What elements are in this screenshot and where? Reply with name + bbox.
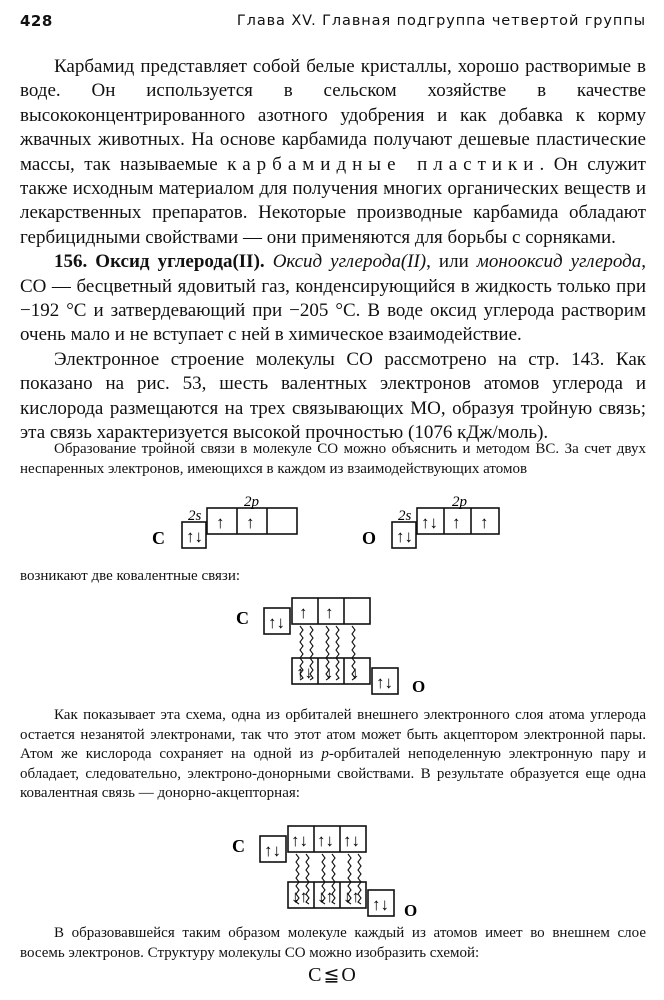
svg-text:↑: ↑ <box>325 603 334 622</box>
formula-carbon: C <box>308 964 322 986</box>
svg-text:↓↑: ↓↑ <box>291 887 308 906</box>
carbon-2p2-electron: ↑ <box>246 513 255 532</box>
oxygen-label: O <box>412 677 426 696</box>
svg-text:↑↓: ↑↓ <box>268 613 285 632</box>
carbon-2s-electrons: ↑↓ <box>186 527 203 546</box>
svg-text:↑↓: ↑↓ <box>296 663 313 682</box>
paragraph-carbamide: Карбамид представляет собой белые кристаллы, хорошо растворимые в воде. Он используется в сельском хозяйстве в качестве высококонцентрированного азотного удобрения и как добавка к корму жвачных животных. На основе карбамида получают дешевые пластические массы, так называемые карбамидные пластики. Он служит также исходным материалом для получения многих органических веществ и лекарственных препаратов. Некоторые производные карбамида обладают гербицидными свойствами — они применяются для борьбы с сорняками. <box>20 56 646 248</box>
paragraph-carbon-monoxide: 156. Оксид углерода(II). Оксид углерода(II), или монооксид углерода, CO — бесцветный ядовитый газ, конденсирующийся в жидкость только при −192 °C и затвердевающий при −205 °C. В воде оксид углерода растворим очень мало и не вступает с ней в химическое взаимодействие. <box>20 251 646 346</box>
oxygen-2p3-electron: ↑ <box>480 513 489 532</box>
oxygen-2s-electrons: ↑↓ <box>396 527 413 546</box>
oxygen-2p1-electrons: ↑↓ <box>421 513 438 532</box>
svg-text:↑↓: ↑↓ <box>376 673 393 692</box>
carbon-label: C <box>232 836 245 856</box>
formula-oxygen: O <box>341 964 356 986</box>
orbital-diagram-atoms <box>0 492 664 562</box>
svg-text:↑: ↑ <box>299 603 308 622</box>
co-structure-formula <box>0 964 664 987</box>
carbon-label: C <box>152 528 165 548</box>
svg-text:↑↓: ↑↓ <box>343 831 360 850</box>
small-text-octet: В образовавшейся таким образом молекуле каждый из атомов имеет во внешнем слое восемь электронов. Структуру молекулы CO можно изобразить схемой: <box>20 925 646 961</box>
spaced-term: карбамидные пластики <box>227 153 540 175</box>
running-header <box>20 12 646 36</box>
oxygen-2s-label: 2s <box>398 508 412 524</box>
oxygen-2p-label: 2p <box>452 494 467 510</box>
formula-bond: ≦ <box>323 964 340 986</box>
small-text-vb-method: Образование тройной связи в молекуле CO можно объяснить и методом ВС. За счет двух неспаренных электронов, имеющихся в каждом из взаимодействующих атомов <box>20 441 646 477</box>
small-text-donor-acceptor: Как показывает эта схема, одна из орбиталей внешнего электронного слоя атома углерода остается незанятой электронами, так что этот атом может быть акцептором электронной пары. Атом же кислорода сохраняет на одной из p-орбиталей неподеленную электронную пару и обладает, следовательно, электроно-донорными свойствами. В результате образуется еще одна ковалентная связь — донорно-акцепторная: <box>20 707 647 802</box>
svg-text:↓: ↓ <box>325 663 334 682</box>
carbon-label: C <box>236 608 249 628</box>
svg-text:↓: ↓ <box>351 663 360 682</box>
main-text <box>20 55 646 446</box>
svg-text:↓↑: ↓↑ <box>317 887 334 906</box>
oxygen-label: O <box>404 901 418 920</box>
paragraph-electronic-structure: Электронное строение молекулы CO рассмотрено на стр. 143. Как показано на рис. 53, шесть валентных электронов атомов углерода и кислорода размещаются на трех связывающих МО, образуя тройную связь; эта связь характеризуется высокой прочностью (1076 кДж/моль). <box>20 348 646 444</box>
carbon-2p1-electron: ↑ <box>216 513 225 532</box>
oxygen-label: O <box>362 528 377 548</box>
carbon-2p-label: 2p <box>244 494 259 510</box>
svg-text:↑↓: ↑↓ <box>291 831 308 850</box>
svg-text:↑↓: ↑↓ <box>372 895 389 914</box>
carbon-2s-label: 2s <box>188 508 202 524</box>
small-text-covalent: возникают две ковалентные связи: <box>20 568 241 584</box>
svg-text:↑↓: ↑↓ <box>317 831 334 850</box>
svg-text:↑↓: ↑↓ <box>264 841 281 860</box>
oxygen-2p2-electron: ↑ <box>452 513 461 532</box>
orbital-diagram-triple-bond <box>0 824 664 920</box>
chapter-title: Глава XV. Главная подгруппа четвертой группы <box>236 13 646 29</box>
svg-text:↓↑: ↓↑ <box>343 887 360 906</box>
page-number: 428 <box>20 12 53 30</box>
orbital-diagram-two-bonds <box>0 596 664 700</box>
section-heading: 156. Оксид углерода(II). <box>54 251 265 273</box>
